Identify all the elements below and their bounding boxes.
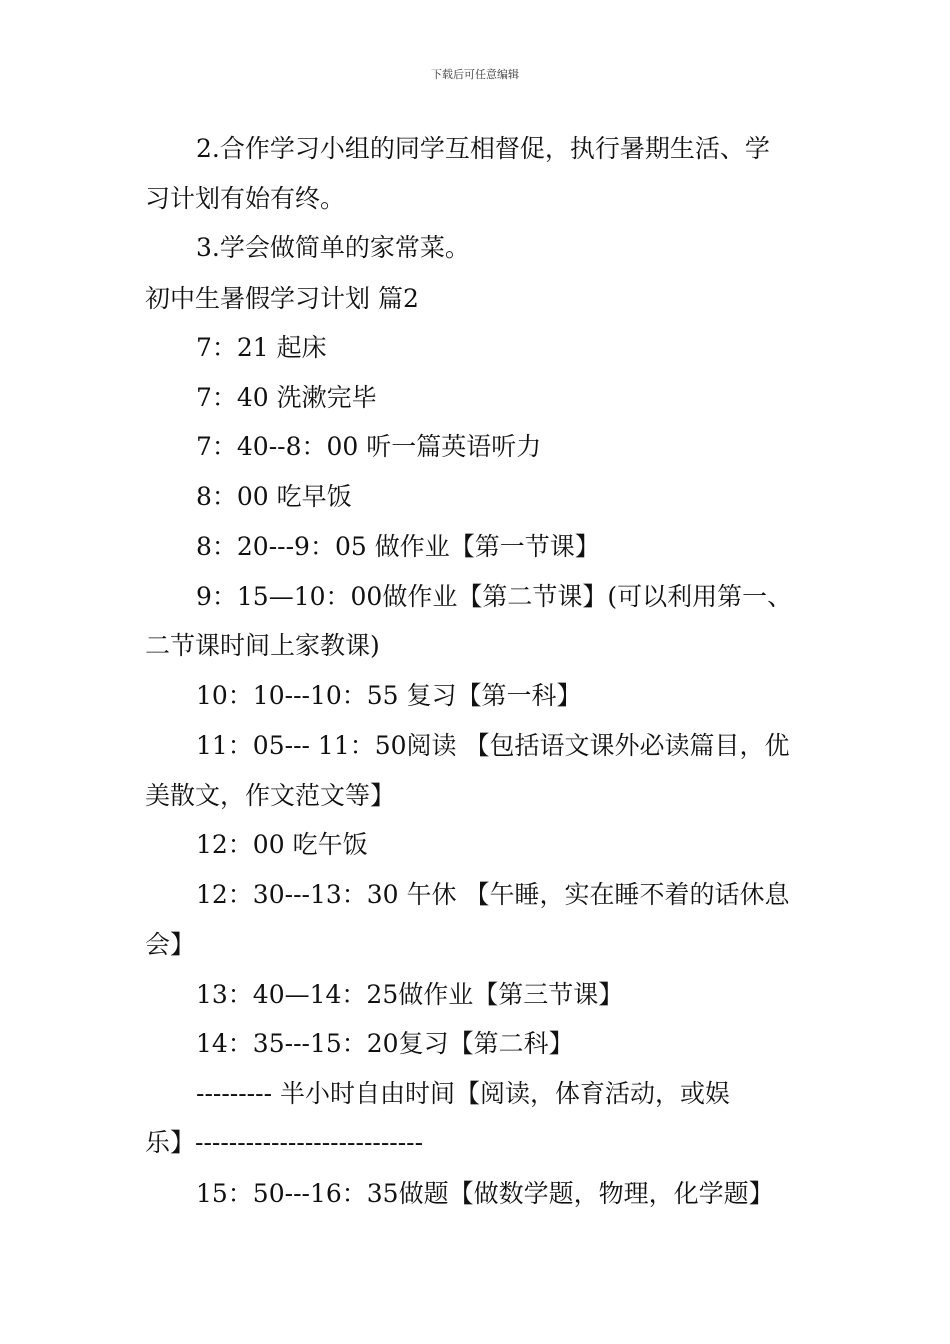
- text-line: 15：50---16：35做题【做数学题，物理，化学题】: [196, 1179, 774, 1208]
- text-line: 7：40--8：00 听一篇英语听力: [196, 432, 542, 461]
- section-title: 初中生暑假学习计划 篇2: [145, 284, 419, 313]
- text-line: 8：20---9：05 做作业【第一节课】: [196, 532, 600, 561]
- text-line: 12：30---13：30 午休 【午睡，实在睡不着的话休息: [196, 880, 790, 909]
- text-line: 8：00 吃早饭: [196, 482, 352, 511]
- text-line: 会】: [145, 930, 196, 959]
- text-line: 11：05--- 11：50阅读 【包括语文课外必读篇目，优: [196, 731, 790, 760]
- text-line: 9：15—10：00做作业【第二节课】(可以利用第一、: [196, 582, 793, 611]
- text-line: 二节课时间上家教课): [145, 631, 380, 660]
- text-line: 乐】---------------------------: [145, 1128, 424, 1157]
- text-line: 14：35---15：20复习【第二科】: [196, 1029, 574, 1058]
- text-line: 3.学会做简单的家常菜。: [196, 233, 470, 262]
- text-line: 2.合作学习小组的同学互相督促，执行暑期生活、学: [196, 134, 770, 163]
- page-header: 下载后可任意编辑: [431, 68, 519, 81]
- text-line: 美散文，作文范文等】: [145, 781, 396, 810]
- text-line: 12：00 吃午饭: [196, 830, 368, 859]
- text-line: 10：10---10：55 复习【第一科】: [196, 681, 582, 710]
- text-line: 13：40—14：25做作业【第三节课】: [196, 980, 624, 1009]
- text-line: 习计划有始有终。: [145, 184, 346, 213]
- text-line: --------- 半小时自由时间【阅读，体育活动，或娱: [196, 1079, 730, 1108]
- text-line: 7：21 起床: [196, 333, 327, 362]
- text-line: 7：40 洗漱完毕: [196, 383, 377, 412]
